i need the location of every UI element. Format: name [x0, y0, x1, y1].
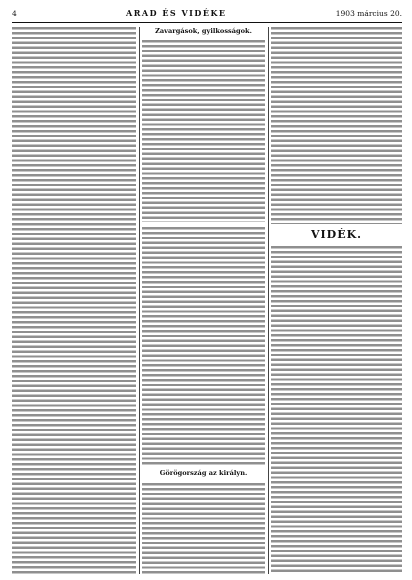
issue-date: 1903 március 20. — [335, 9, 402, 18]
column-rule — [139, 27, 140, 574]
body-text-block — [12, 27, 136, 574]
body-text-block — [142, 40, 265, 222]
column-1 — [12, 27, 136, 574]
column-rule — [268, 27, 269, 574]
body-text-block — [271, 27, 402, 224]
page-header — [12, 8, 402, 21]
header-rule — [12, 22, 402, 23]
section-heading: VIDÉK. — [311, 228, 362, 241]
masthead: ARAD ÉS VIDÉKE — [126, 8, 227, 18]
article-heading: Zavargások, gyilkosságok. — [155, 27, 252, 35]
column-3 — [271, 27, 402, 574]
columns — [12, 27, 402, 574]
body-text-block — [142, 227, 265, 465]
article-heading: Görögország az királyn. — [159, 469, 248, 477]
body-text-block — [142, 483, 265, 574]
body-text-block — [271, 246, 402, 574]
column-2 — [142, 27, 265, 574]
page-number: 4 — [12, 9, 17, 18]
